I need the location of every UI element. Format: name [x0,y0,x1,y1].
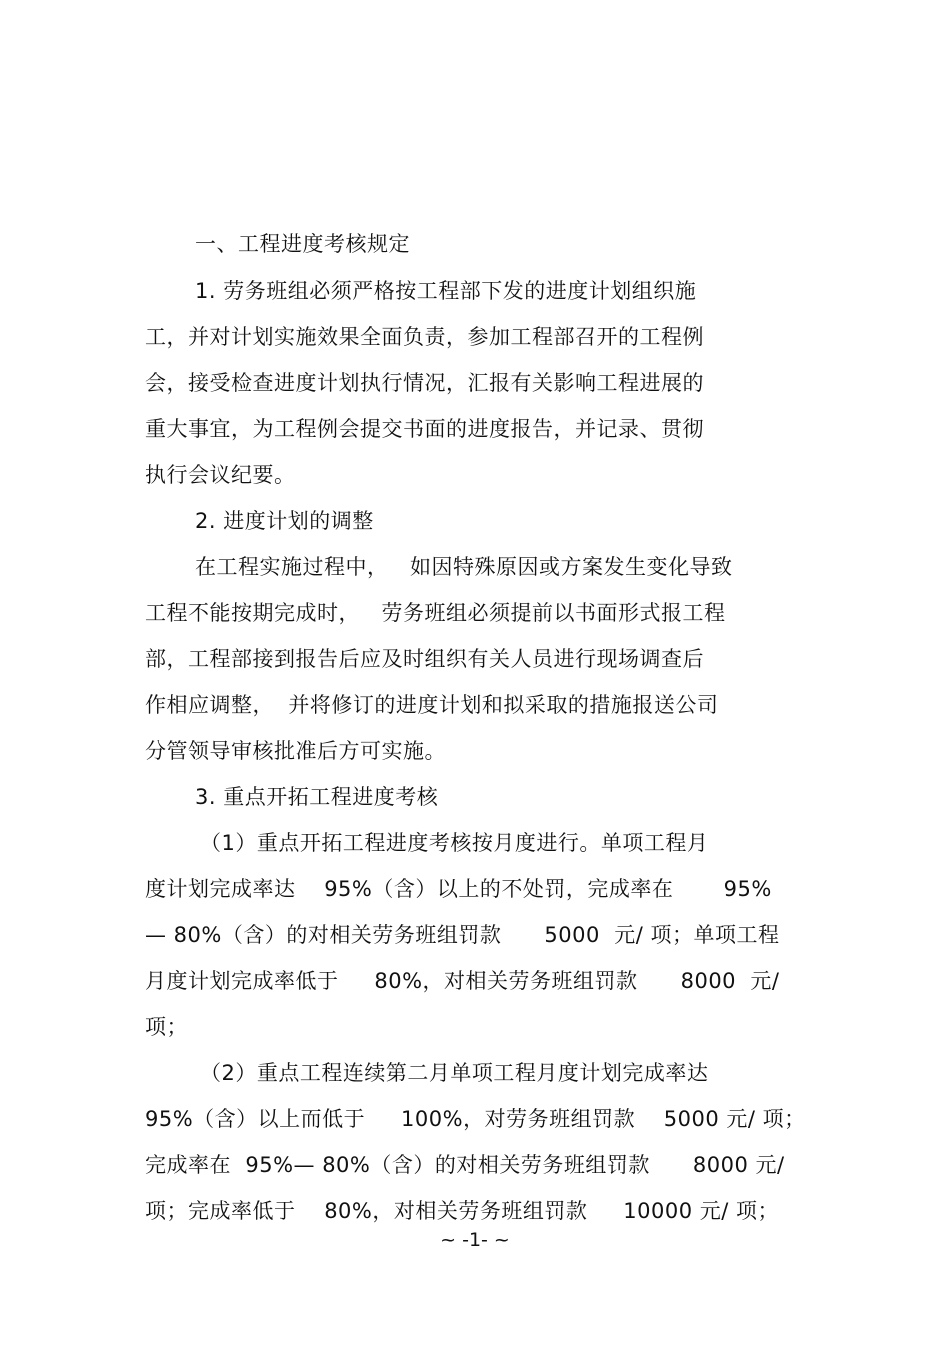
body-line: 重大事宜，为工程例会提交书面的进度报告，并记录、贯彻 [145,417,704,441]
body-line: 会，接受检查进度计划执行情况，汇报有关影响工程进展的 [145,371,704,395]
item-1-heading: 1. 劳务班组必须严格按工程部下发的进度计划组织施 [195,279,697,303]
body-line: （1）重点开拓工程进度考核按月度进行。单项工程月 [200,831,709,855]
section-heading: 一、工程进度考核规定 [195,232,410,256]
page-number: ~ -1- ~ [440,1229,510,1251]
item-2-heading: 2. 进度计划的调整 [195,509,374,533]
body-line: — 80%（含）的对相关劳务班组罚款 5000 元/ 项；单项工程 [145,923,780,947]
body-line: 在工程实施过程中， 如因特殊原因或方案发生变化导致 [195,555,733,579]
body-line: 项；完成率低于 80%，对相关劳务班组罚款 10000 元/ 项； [145,1199,779,1223]
body-line: 95%（含）以上而低于 100%，对劳务班组罚款 5000 元/ 项； [145,1107,806,1131]
body-line: 完成率在 95%— 80%（含）的对相关劳务班组罚款 8000 元/ [145,1153,785,1177]
body-line: 执行会议纪要。 [145,463,296,487]
body-line: 项； [145,1015,188,1039]
body-line: 工，并对计划实施效果全面负责，参加工程部召开的工程例 [145,325,704,349]
body-line: 度计划完成率达 95%（含）以上的不处罚，完成率在 95% [145,877,772,901]
body-line: 分管领导审核批准后方可实施。 [145,739,446,763]
body-line: （2）重点工程连续第二月单项工程月度计划完成率达 [200,1061,709,1085]
body-line: 工程不能按期完成时， 劳务班组必须提前以书面形式报工程 [145,601,726,625]
item-3-heading: 3. 重点开拓工程进度考核 [195,785,439,809]
body-line: 部，工程部接到报告后应及时组织有关人员进行现场调查后 [145,647,704,671]
body-line: 月度计划完成率低于 80%，对相关劳务班组罚款 8000 元/ [145,969,780,993]
body-line: 作相应调整， 并将修订的进度计划和拟采取的措施报送公司 [145,693,719,717]
